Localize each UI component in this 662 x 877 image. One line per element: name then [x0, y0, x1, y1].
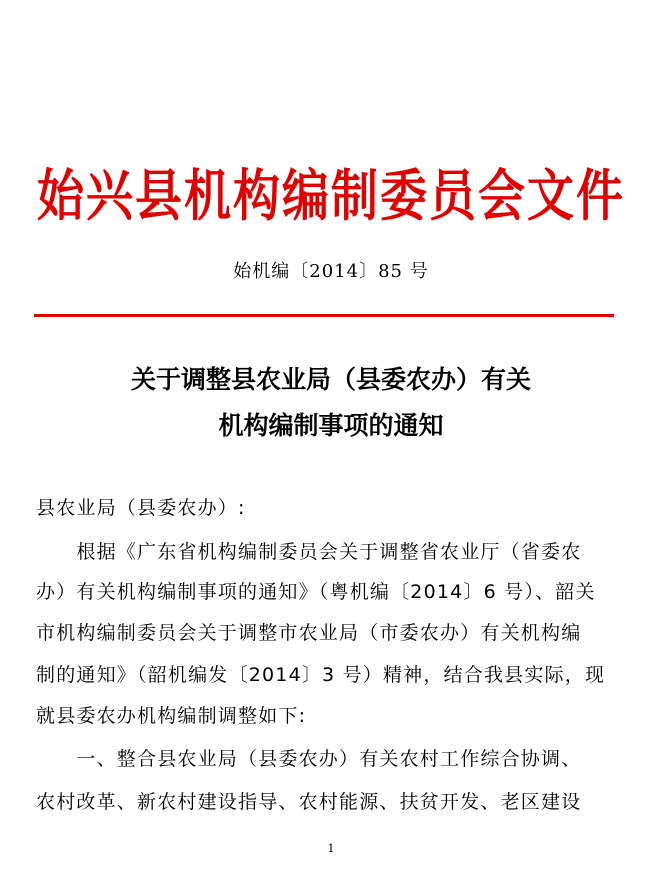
- red-divider-line: [34, 314, 614, 317]
- body-line: 根据《广东省机构编制委员会关于调整省农业厅（省委农: [36, 541, 582, 563]
- notice-title-line-1: 关于调整县农业局（县委农办）有关: [130, 365, 531, 394]
- body-line: 办）有关机构编制事项的通知》（粤机编〔2014〕6 号）、韶关: [36, 581, 596, 603]
- notice-title-line-2: 机构编制事项的通知: [218, 411, 444, 440]
- page-number: 1: [327, 842, 335, 855]
- issuing-org-title: 始兴县机构编制委员会文件: [37, 164, 625, 229]
- body-line: 市机构编制委员会关于调整市农业局（市委农办）有关机构编: [36, 622, 582, 644]
- body-line: 一、整合县农业局（县委农办）有关农村工作综合协调、: [36, 748, 582, 770]
- body-line: 制的通知》（韶机编发〔2014〕3 号）精神，结合我县实际，现: [36, 664, 606, 686]
- body-line: 就县委农办机构编制调整如下:: [36, 705, 307, 727]
- addressee: 县农业局（县委农办）:: [36, 497, 246, 519]
- body-line: 农村改革、新农村建设指导、农村能源、扶贫开发、老区建设: [36, 791, 582, 813]
- document-number: 始机编〔2014〕85 号: [233, 261, 429, 282]
